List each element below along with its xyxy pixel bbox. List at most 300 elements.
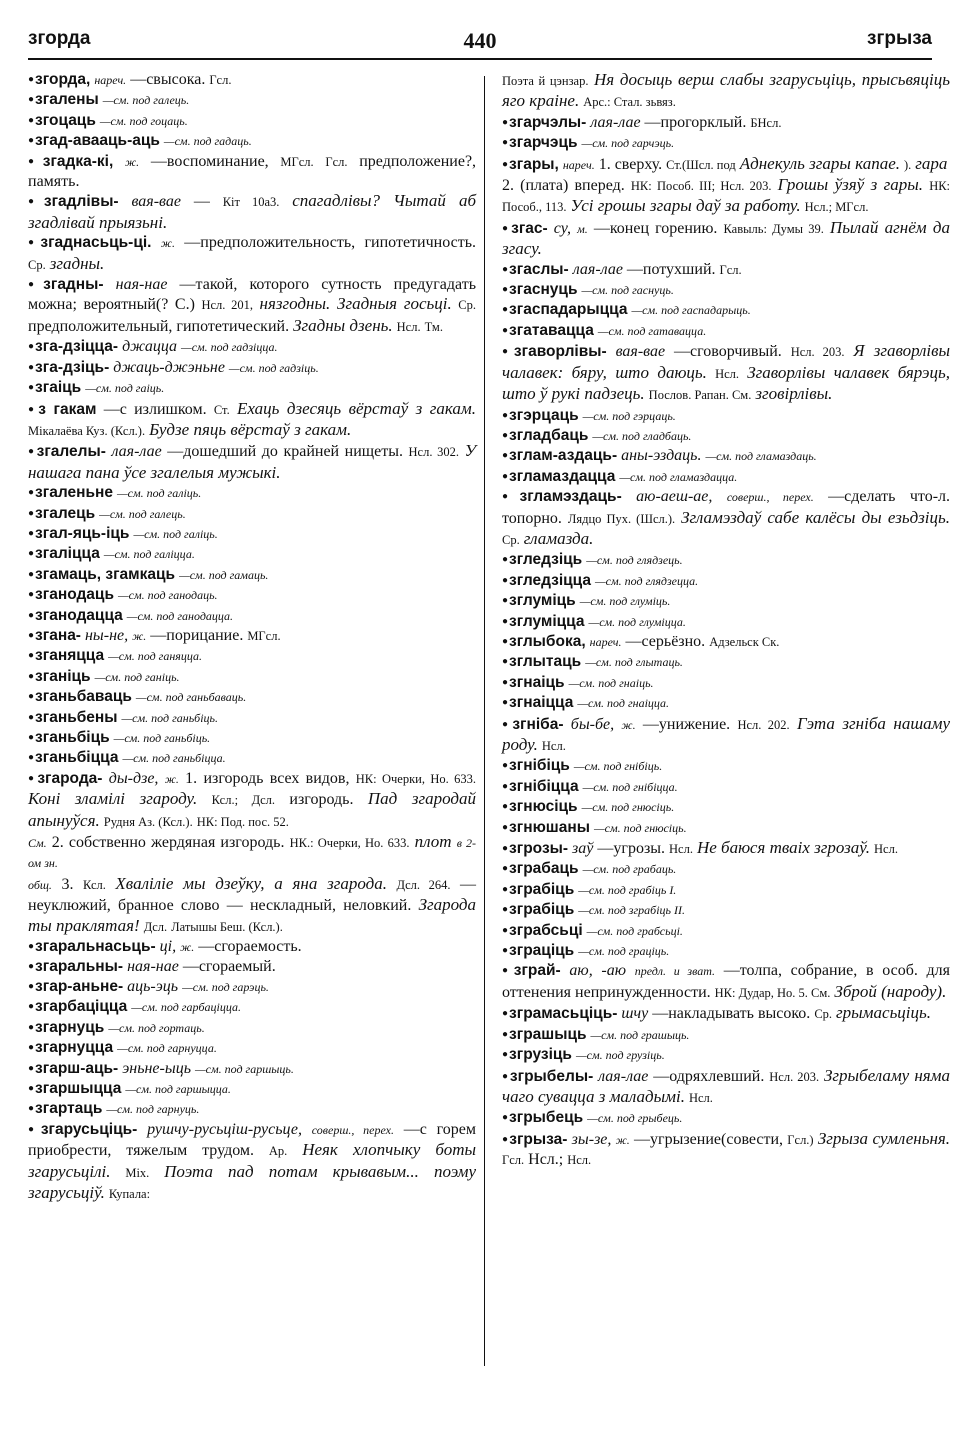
dictionary-entry	[28, 544, 476, 564]
entry-headword: ● згарчэлы-	[502, 114, 586, 131]
entry-definition: —сгораемый.	[182, 958, 276, 976]
entry-headword: ● зглуміць	[502, 592, 576, 609]
entry-grammar-note: —см. под глуміць.	[579, 594, 671, 609]
entry-definition: 3.	[61, 875, 74, 893]
entry-grammar-note: —см. под гарнуцца.	[117, 1041, 217, 1056]
entry-source: Нсл.	[541, 739, 566, 753]
entry-headword: ● згэрцаць	[502, 407, 579, 424]
dictionary-entry	[502, 1066, 950, 1109]
dictionary-entry	[502, 446, 950, 466]
entry-grammar-note: —см. под зграбіць II.	[578, 903, 685, 918]
entry-source: Міх.	[125, 1165, 150, 1180]
entry-source: Нсл. 201,	[201, 298, 253, 313]
entry-grammar-note: ж.	[615, 1132, 630, 1147]
entry-inflection: джацца	[122, 338, 178, 356]
entry-source: Ксл.; Дсл.	[211, 793, 276, 808]
entry-definition: —сговорчивый.	[674, 343, 782, 361]
entry-headword: ● зграмасьціць-	[502, 1005, 617, 1022]
entry-grammar-note: м.	[577, 221, 588, 236]
entry-inflection: су,	[553, 219, 572, 237]
entry-headword: ● згрыбець	[502, 1109, 583, 1126]
dictionary-entry	[502, 300, 950, 320]
entry-grammar-note: —см. под грабіць I.	[578, 882, 677, 897]
entry-headword: ● згарш-аць-	[28, 1060, 118, 1077]
dictionary-entry	[502, 406, 950, 426]
entry-grammar-note: —см. под гнаіць.	[568, 675, 654, 690]
entry-headword: ● згад-авааць-аць	[28, 132, 160, 149]
entry-source: Гсл.	[502, 1153, 525, 1168]
entry-headword: ● згатавацца	[502, 322, 594, 339]
dictionary-entry	[502, 1025, 950, 1045]
entry-source: Послов. Рапан. См.	[648, 388, 752, 403]
dictionary-entry	[502, 70, 950, 113]
entry-source: Купала:	[108, 1186, 151, 1201]
dictionary-entry	[502, 880, 950, 900]
entry-example: Неяк хлопчыку боты згарусьцілі.	[28, 1140, 477, 1181]
entry-definition: —толпа, собрание, в особ. для оттенения непринужденности.	[502, 962, 951, 1001]
entry-definition: —воспоминание,	[150, 152, 269, 170]
entry-definition: —дошедший до крайней нищеты.	[167, 443, 403, 461]
dictionary-entry	[502, 612, 950, 632]
dictionary-entry	[502, 859, 950, 879]
entry-grammar-note: нареч.	[589, 634, 622, 649]
entry-headword: ● з гакам	[28, 401, 96, 418]
dictionary-entry	[28, 937, 476, 957]
dictionary-entry	[28, 585, 476, 605]
entry-inflection: рушчу-русьціш-русьце,	[147, 1120, 302, 1138]
entry-inflection: ная-нае	[127, 958, 179, 976]
entry-grammar-note: —см. под галець.	[102, 93, 190, 108]
entry-grammar-note: —см. под гоцаць.	[99, 113, 188, 128]
running-head-right: згрыза	[867, 28, 932, 49]
dictionary-entry	[28, 70, 476, 90]
entry-example: Хваліліе мы дзеўку, а яна згарода.	[115, 873, 388, 893]
entry-source: Мікалаёва Куз. (Ксл.).	[28, 423, 146, 438]
entry-grammar-note: —см. под галець.	[99, 506, 186, 521]
dictionary-entry	[28, 90, 476, 110]
entry-headword: ● згаршыцца	[28, 1080, 121, 1097]
dictionary-entry	[502, 175, 950, 218]
entry-grammar-note: —см. под ганьбіць.	[121, 710, 219, 725]
dictionary-entry	[502, 133, 950, 153]
entry-headword: ● згаральны-	[28, 958, 123, 975]
entry-inflection: ці,	[159, 938, 177, 956]
entry-source: Кіт 10а3.	[222, 195, 280, 210]
entry-definition: 1. сверху.	[598, 155, 663, 173]
dictionary-entry	[502, 818, 950, 838]
header-rule	[28, 58, 932, 60]
entry-headword: ● згнаіцца	[502, 694, 573, 711]
entry-example: Будзе пяць вёрстаў з гакам.	[149, 419, 352, 439]
entry-headword: ● згадлівы-	[28, 193, 119, 210]
dictionary-entry	[28, 1038, 476, 1058]
entry-grammar-note: —см. под глуміцца.	[588, 614, 686, 629]
entry-example: Пад згародай апынуўся.	[28, 789, 476, 830]
dictionary-entry	[502, 550, 950, 570]
entry-definition: —одряхлевший.	[653, 1067, 765, 1085]
entry-headword: ● згнібіцца	[502, 778, 579, 795]
entry-example: Грошы ўзяў з гары.	[777, 175, 924, 195]
entry-inflection: лая-лае	[598, 1067, 649, 1085]
column-divider	[484, 76, 485, 1366]
entry-headword: ● згадны-	[28, 276, 104, 293]
entry-grammar-note: —см. под гламаздацца.	[619, 469, 738, 484]
dictionary-entry	[28, 191, 476, 233]
dictionary-entry	[28, 708, 476, 728]
entry-headword: ● згаворлівы-	[502, 343, 607, 360]
entry-source: Гсл.	[209, 73, 232, 87]
entry-grammar-note: соверш., перех.	[311, 1122, 394, 1137]
entry-source: Ср.	[502, 532, 520, 547]
entry-source: НК: Очерки, Но. 633.	[355, 771, 477, 786]
entry-source: Латышы Беш. (Ксл.).	[171, 919, 283, 934]
entry-example: Зброй (народу).	[834, 981, 947, 1001]
entry-inflection: лая-лае	[111, 443, 162, 461]
entry-source: Рудня Аз. (Ксл.).	[103, 814, 193, 829]
dictionary-entry	[28, 1059, 476, 1079]
entry-grammar-note: —см. под гнаіцца.	[577, 696, 670, 711]
entry-grammar-note: ж.	[164, 771, 179, 786]
dictionary-entry	[28, 769, 476, 832]
entry-source: Адзельск Ск.	[709, 634, 780, 649]
entry-source: МГсл.	[247, 628, 281, 643]
dictionary-entry	[502, 280, 950, 300]
entry-example: зговірлівы.	[755, 384, 833, 404]
entry-example: плот	[414, 832, 452, 852]
entry-definition: 2. собственно жердяная изгородь.	[51, 834, 285, 852]
dictionary-entry	[502, 467, 950, 487]
entry-source: Поэта й цэнзар.	[502, 74, 589, 88]
dictionary-entry	[502, 260, 950, 280]
entry-source: НК: Пособ. III; Нсл. 203.	[630, 179, 772, 194]
entry-grammar-note: —см. под гадзіць.	[228, 360, 319, 375]
entry-definition: предположительный, гипотетический.	[28, 317, 290, 335]
entry-grammar-note: —см. под гаршыцца.	[125, 1081, 231, 1096]
entry-headword: ● зганодацца	[28, 607, 123, 624]
dictionary-entry	[28, 626, 476, 646]
entry-source: Ксл.	[82, 877, 106, 892]
entry-inflection: ная-нае	[115, 276, 168, 294]
entry-definition: —	[193, 193, 210, 211]
dictionary-entry	[28, 337, 476, 357]
entry-headword: ● зграбаць	[502, 860, 579, 877]
entry-example: гара	[915, 153, 948, 173]
entry-grammar-note: —см. под ганьбаваць.	[135, 690, 247, 705]
entry-headword: ● зглам-аздаць-	[502, 447, 617, 464]
entry-headword: ● згана-	[28, 627, 81, 644]
dictionary-entry	[28, 233, 476, 275]
entry-headword: ● зганьбены	[28, 709, 118, 726]
entry-headword: ● згаленьне	[28, 484, 113, 501]
entry-grammar-note: —см. под граціць.	[578, 944, 670, 959]
entry-definition: —свысока.	[130, 71, 206, 88]
entry-grammar-note: ж.	[621, 717, 636, 732]
dictionary-entry	[502, 591, 950, 611]
dictionary-entry	[502, 777, 950, 797]
entry-source: НК.: Очерки, Но. 633.	[289, 836, 410, 851]
dictionary-entry	[28, 504, 476, 524]
entry-headword: ● зграй-	[502, 962, 561, 979]
entry-source: ).	[904, 157, 912, 172]
entry-headword: ● згнюшаны	[502, 819, 590, 836]
entry-grammar-note: —см. под гарнуць.	[106, 1102, 200, 1117]
entry-headword: ● зганьбаваць	[28, 688, 132, 705]
entry-source: Нсл. 302.	[408, 445, 460, 460]
entry-headword: ● згаспадарыцца	[502, 301, 627, 318]
entry-grammar-note: —см. под грабаць.	[582, 862, 677, 877]
entry-source: Ар.	[268, 1144, 288, 1159]
entry-grammar-note: предл. и зват.	[634, 964, 716, 979]
entry-headword: ● згладбаць	[502, 427, 588, 444]
entry-definition: —накладывать высоко.	[652, 1005, 811, 1023]
entry-definition: —сгораемость.	[198, 938, 302, 956]
entry-grammar-note: —см. под глытаць.	[585, 655, 683, 670]
entry-inflection: шчу	[621, 1005, 649, 1023]
entry-headword: ● згадка-кі,	[28, 153, 113, 170]
entry-definition: —предположительность, гипотетичность.	[184, 234, 476, 252]
entry-headword: ● згламэздаць-	[502, 488, 622, 505]
entry-example: Коні зламілі згароду.	[28, 789, 198, 809]
dictionary-entry	[28, 748, 476, 768]
dictionary-entry	[502, 341, 950, 405]
entry-source: Нсл.	[567, 1153, 592, 1168]
entry-source: НК: Пособ., 113.	[502, 179, 951, 215]
dictionary-entry	[28, 152, 476, 192]
dictionary-entry	[28, 399, 476, 442]
entry-source: Кавыль: Думы 39.	[723, 221, 824, 236]
dictionary-entry	[28, 667, 476, 687]
entry-grammar-note: —см. под гнюсіць.	[593, 820, 687, 835]
entry-grammar-note: —см. под гарбаціцца.	[131, 1000, 241, 1015]
entry-headword: ● згрозы-	[502, 840, 568, 857]
dictionary-entry	[28, 358, 476, 378]
entry-example: Пылай агнём да згасу.	[502, 217, 951, 259]
entry-source: Гсл.)	[787, 1132, 814, 1147]
entry-example: грымасьціць.	[836, 1003, 932, 1023]
entry-headword: ● згніба-	[502, 716, 564, 733]
entry-source: Ср.	[458, 298, 476, 313]
entry-source: Дсл. 264.	[396, 877, 451, 892]
entry-headword: ● зга-дзіцца-	[28, 338, 118, 355]
entry-definition: Нсл.;	[528, 1151, 564, 1169]
entry-inflection: аю,	[569, 962, 593, 980]
entry-source: Нсл.	[715, 366, 740, 381]
entry-grammar-note: —см. под гэрцаць.	[582, 408, 676, 423]
entry-headword: ● згаіць	[28, 379, 81, 396]
entry-example: Аднекуль згары капае.	[739, 153, 900, 173]
entry-definition: —с излишком.	[103, 400, 207, 418]
dictionary-entry	[28, 1120, 476, 1205]
entry-source: НК: Под. пос. 52.	[196, 814, 289, 829]
entry-grammar-note: —см. под глядзецца.	[595, 573, 699, 588]
entry-definition: —такой, которого сутность предугадать можна; вероятный(? С.)	[28, 276, 477, 314]
entry-source: Гсл.	[719, 262, 742, 277]
dictionary-entry	[502, 921, 950, 941]
entry-inflection: эньне-ыць	[122, 1059, 191, 1077]
entry-headword: ● згас-	[502, 220, 548, 237]
entry-headword: ● зганодаць	[28, 586, 114, 603]
entry-example: Згламэздаў сабе калёсы ды езьдзіць.	[681, 507, 951, 527]
entry-source: МГсл.	[280, 154, 314, 169]
entry-example: Ня досыць верш слабы згарусьціць, прысьвяціць яго краіне.	[502, 70, 950, 111]
entry-grammar-note: —см. под гарэць.	[182, 979, 269, 994]
entry-headword: ● зганьбіць	[28, 729, 110, 746]
entry-grammar-note: —см. под гамаць.	[179, 567, 269, 582]
entry-grammar-note: —см. под грашыць.	[590, 1027, 690, 1042]
entry-grammar-note: —см. под гадаць.	[163, 134, 252, 149]
entry-definition: —прогорклый.	[644, 113, 747, 131]
entry-source: Нсл.	[396, 319, 421, 334]
entry-grammar-note: —см. под глядзець.	[586, 553, 683, 568]
dictionary-entry	[502, 1108, 950, 1128]
entry-headword: ● згарбаціцца	[28, 998, 127, 1015]
entry-inflection: аны-эздаць.	[621, 447, 702, 465]
entry-inflection: заў	[572, 840, 594, 858]
dictionary-entry	[28, 1018, 476, 1038]
dictionary-entry	[502, 154, 950, 175]
entry-source: Лядцо Пух. (Шсл.).	[567, 511, 676, 526]
entry-grammar-note: См.	[28, 836, 47, 851]
entry-headword: ● згаснуць	[502, 281, 578, 298]
entry-headword: ● згарусьціць-	[28, 1121, 137, 1138]
entry-definition: 1. изгородь всех видов,	[185, 769, 350, 787]
entry-grammar-note: —см. под гнюсіць.	[581, 800, 675, 815]
entry-source: Тм.	[424, 319, 443, 334]
entry-definition: —неуклюжий,	[28, 875, 477, 915]
entry-headword: ● згарчэць	[502, 134, 578, 151]
entry-headword: ● зганяцца	[28, 647, 104, 664]
entry-grammar-note: —см. под грыбець.	[587, 1111, 683, 1126]
entry-headword: ● зглытаць	[502, 653, 581, 670]
right-column	[502, 70, 950, 1171]
entry-grammar-note: —см. под грабсьці.	[586, 923, 683, 938]
entry-source: Нсл.	[874, 842, 898, 857]
entry-example: У нашага пана ўсе згалелыя мужыкі.	[28, 441, 477, 482]
dictionary-entry	[502, 571, 950, 591]
entry-grammar-note: —см. под ганодаць.	[117, 588, 218, 603]
entry-headword: ● згамаць, згамкаць	[28, 566, 175, 583]
dictionary-entry	[502, 426, 950, 446]
entry-definition: —унижение.	[642, 715, 731, 733]
entry-headword: ● зганьбіцца	[28, 749, 118, 766]
entry-headword: ● зганіць	[28, 668, 91, 685]
entry-source: Нсл.	[688, 1090, 713, 1105]
dictionary-entry	[502, 838, 950, 859]
entry-headword: ● згаліцца	[28, 545, 100, 562]
entry-definition: изгородь.	[289, 791, 354, 809]
entry-grammar-note: —см. под ганьбіцца.	[122, 751, 226, 766]
entry-definition: —порицание.	[150, 626, 244, 644]
entry-headword: ● згрузіць	[502, 1046, 572, 1063]
entry-source: Ср.	[814, 1007, 833, 1022]
entry-inflection: аць-эць	[127, 977, 179, 995]
entry-headword: ● зграбіць	[502, 881, 574, 898]
entry-headword: ● згар-аньне-	[28, 978, 123, 995]
entry-grammar-note: —см. под гаіць.	[85, 381, 165, 396]
dictionary-entry	[502, 1045, 950, 1065]
entry-headword: ● згламаздацца	[502, 468, 615, 485]
dictionary-entry	[28, 728, 476, 748]
dictionary-entry	[28, 524, 476, 544]
entry-grammar-note: —см. под гаршыць.	[194, 1061, 294, 1076]
entry-headword: ● зграбсьці	[502, 922, 583, 939]
entry-source: Гсл.	[325, 154, 348, 169]
entry-inflection: вая-вае	[615, 343, 666, 361]
dictionary-entry	[28, 378, 476, 398]
entry-inflection: зы-зе,	[571, 1130, 612, 1148]
entry-headword: ● згрыза-	[502, 1131, 567, 1148]
entry-inflection: ды-дзе,	[108, 769, 159, 787]
dictionary-entry	[502, 652, 950, 672]
entry-definition: бранное слово — нескладный, неловкий.	[118, 897, 412, 915]
entry-grammar-note: —см. под галіць.	[133, 526, 218, 541]
entry-inflection: аю-аеш-ае,	[636, 488, 713, 506]
entry-headword: ● згарнуць	[28, 1019, 104, 1036]
entry-example: Усі грошы згары даў за работу.	[570, 196, 801, 216]
entry-grammar-note: —см. под галіцца.	[103, 547, 195, 562]
entry-example: гламазда.	[523, 528, 594, 548]
entry-inflection: лая-лае	[572, 260, 623, 278]
entry-example: Гэта згніба нашаму роду.	[502, 713, 951, 754]
entry-definition: 2. (плата) вперед.	[502, 177, 625, 195]
entry-grammar-note: общ.	[28, 877, 52, 892]
entry-headword: ● згорда,	[28, 71, 90, 88]
entry-inflection: джаць-джэньне	[113, 358, 225, 376]
entry-headword: ● згоцаць	[28, 112, 96, 129]
entry-example: спагадлівы? Чытай аб згадлівай прыязьні.	[28, 191, 477, 232]
running-head-left: згорда	[28, 28, 91, 49]
entry-inflection: вая-вае	[131, 193, 181, 211]
dictionary-entry	[502, 693, 950, 713]
entry-headword: ● згары,	[502, 156, 559, 173]
entry-grammar-note: —см. под гладбаць.	[592, 428, 692, 443]
dictionary-entry	[28, 131, 476, 151]
entry-inflection: лая-лае	[590, 113, 641, 131]
dictionary-entry	[502, 961, 950, 1003]
entry-source: Нсл. 203.	[769, 1069, 820, 1084]
entry-grammar-note: —см. под ганодацца.	[126, 608, 234, 623]
entry-definition: —сделать что-л. топорно.	[502, 488, 951, 527]
entry-source: Ст.(Шсл. под	[666, 157, 736, 172]
entry-definition: —с горем приобрести, тяжелым трудом.	[28, 1120, 477, 1160]
dictionary-entry	[502, 714, 950, 757]
entry-headword: ● згарнуцца	[28, 1039, 113, 1056]
entry-grammar-note: в 2-ом зн.	[28, 836, 477, 871]
dictionary-entry	[502, 673, 950, 693]
entry-headword: ● згалець	[28, 505, 95, 522]
dictionary-entry	[502, 1003, 950, 1024]
entry-definition: —серьёзно.	[625, 632, 706, 650]
entry-grammar-note: —см. под гаснуць.	[581, 283, 674, 298]
entry-source: Нсл. 203.	[790, 345, 845, 360]
page-number: 440	[463, 28, 497, 53]
entry-example: Згрыза сумленьня.	[817, 1128, 951, 1148]
entry-definition: —угрозы.	[597, 840, 666, 858]
entry-example: Згрыбеламу няма чаго сувацца з маладымі.	[502, 1065, 951, 1106]
dictionary-entry	[28, 1099, 476, 1119]
entry-source: Нсл.	[669, 842, 693, 857]
entry-headword: ● згарода-	[28, 770, 102, 787]
dictionary-entry	[28, 832, 476, 874]
entry-grammar-note: —см. под ганьбіць.	[113, 731, 211, 745]
entry-source: Нсл. 202.	[737, 717, 790, 732]
entry-grammar-note: нареч.	[562, 157, 595, 172]
dictionary-entry	[28, 874, 476, 937]
entry-example: Згаворлівы чалавек бярэць, што ў рукі падзець.	[502, 362, 950, 404]
entry-headword: ● згартаць	[28, 1100, 102, 1117]
entry-definition: предположение?, память.	[28, 152, 477, 191]
entry-grammar-note: —см. под гортаць.	[108, 1020, 205, 1035]
